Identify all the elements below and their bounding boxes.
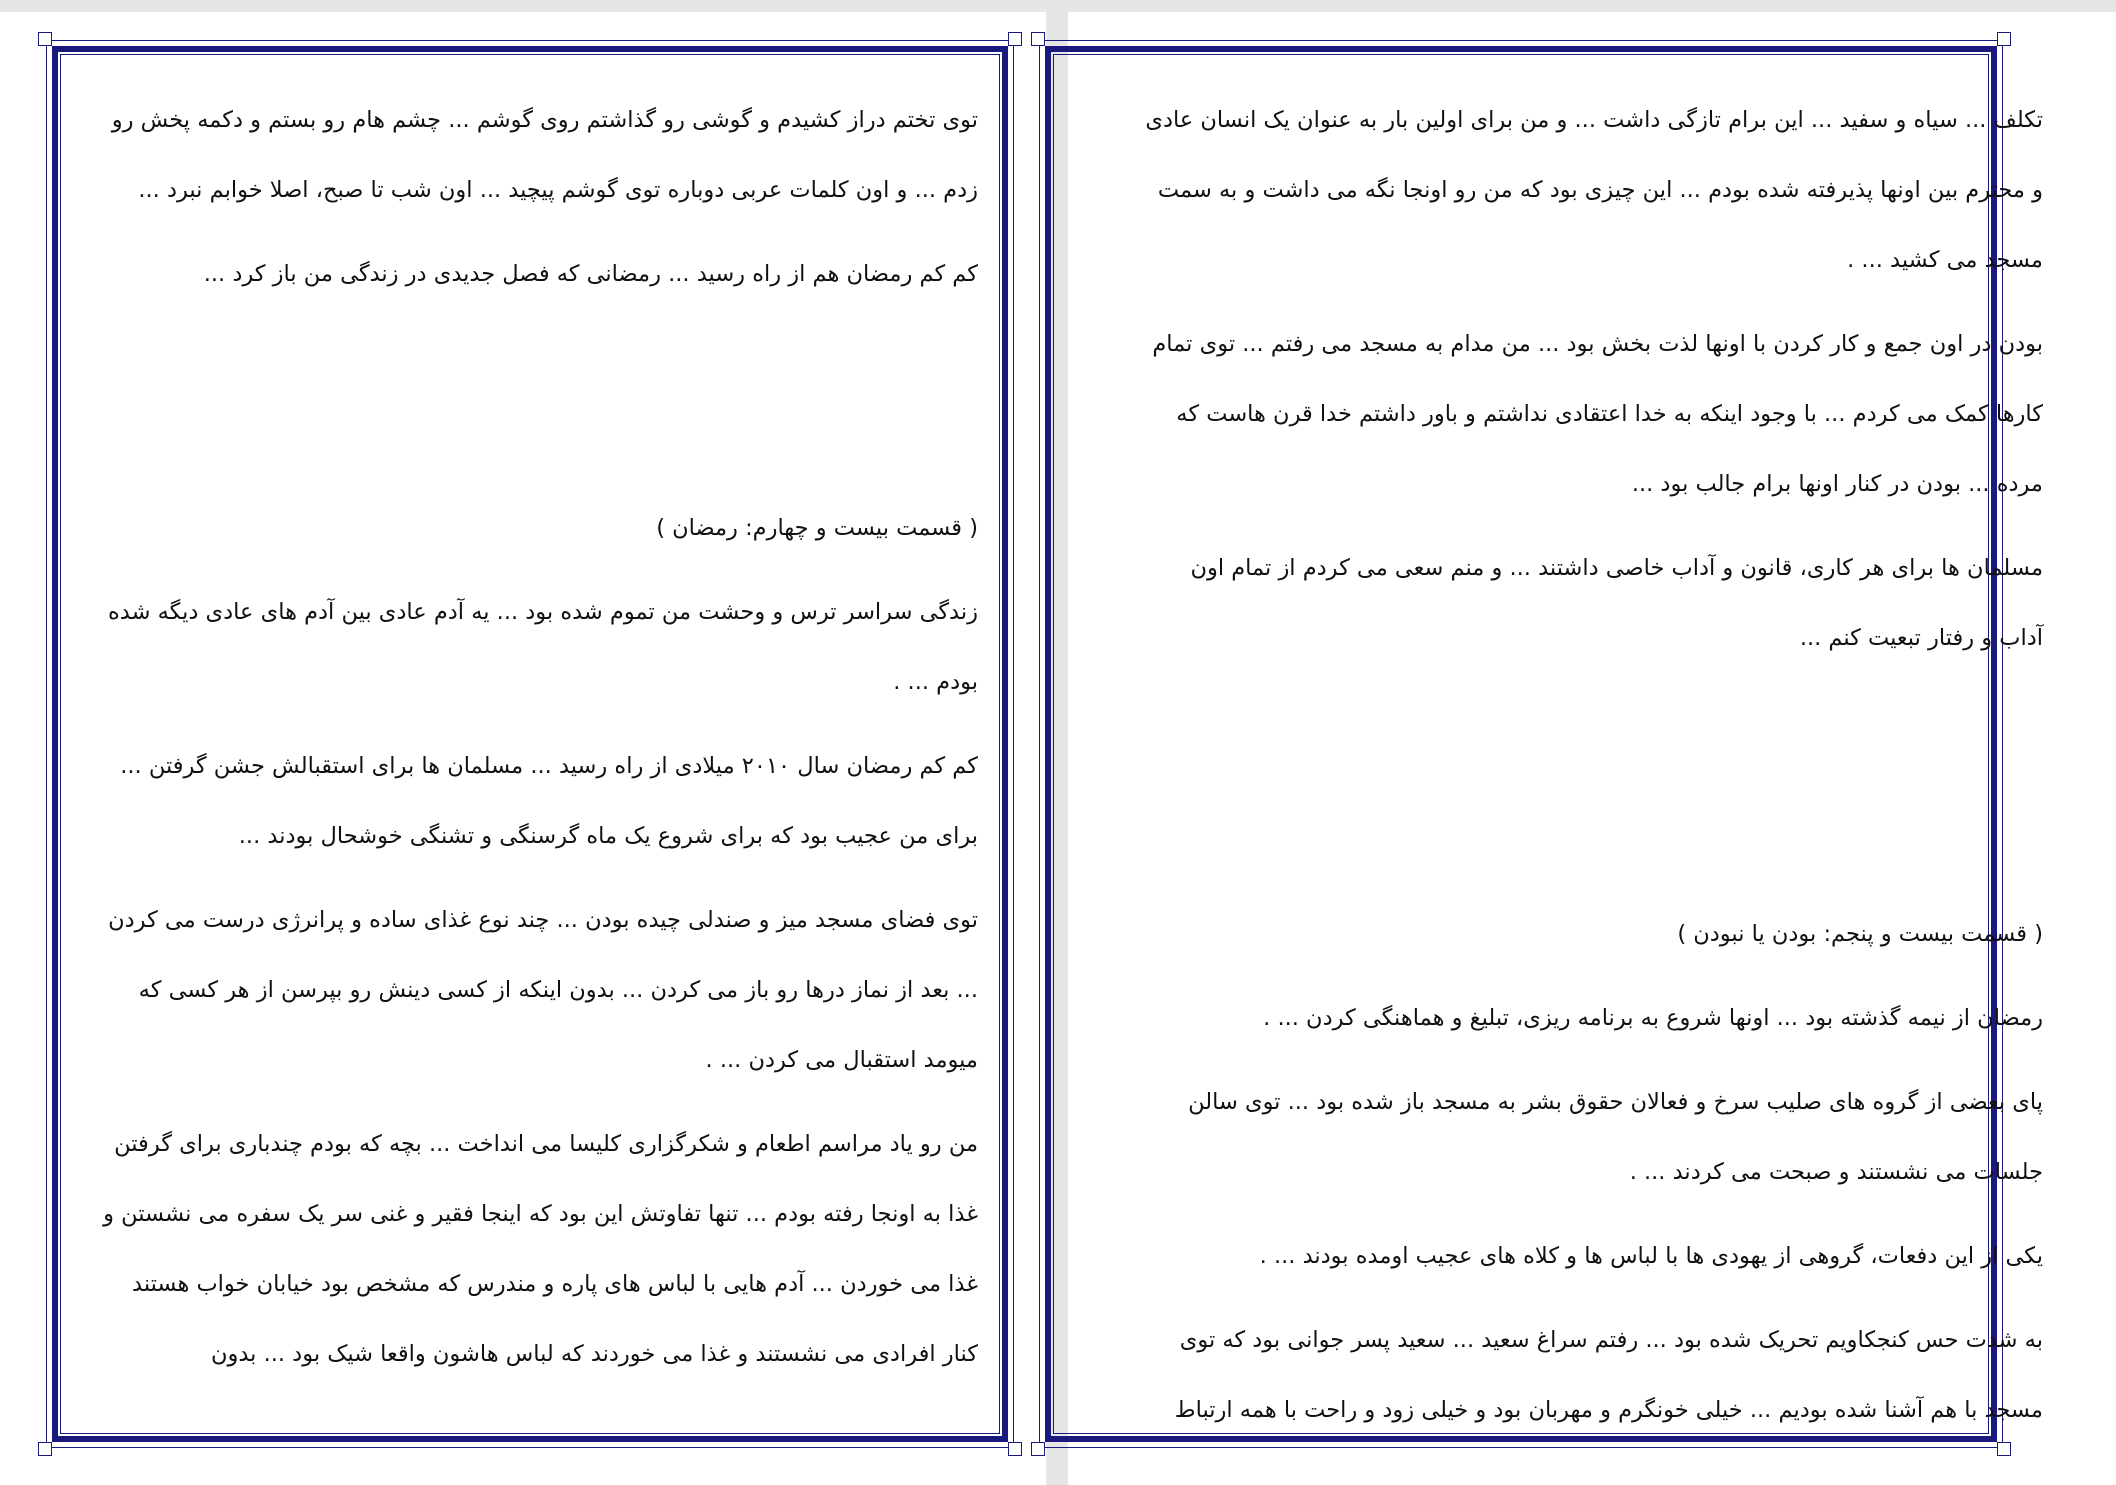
paragraph: رمضان از نیمه گذشته بود ... اونها شروع به برنامه ریزی، تبلیغ و هماهنگی کردن ... . [1263,1005,2043,1031]
paragraph: کم کم رمضان سال ۲۰۱۰ میلادی از راه رسید ... مسلمان ها برای استقبالش جشن گرفتن ... برای من عجیب بود که برای شروع یک ماه گرسنگی و تشنگی خوشحال بودند ... [120,753,978,849]
paragraph: به شدت حس کنجکاویم تحریک شده بود ... رفتم سراغ سعید ... سعید پسر جوانی بود که توی مسجد با هم آشنا شده بودیم ... خیلی خونگرم و مهربان بود و خیلی زود و راحت با همه ارتباط [1174,1327,2043,1423]
paragraph: بودن در اون جمع و کار کردن با اونها لذت بخش بود ... من مدام به مسجد می رفتم ... توی تمام کارها کمک می کردم ... با وجود اینکه به خدا اعتقادی نداشتم و باور داشتم خدا قرن هاست که مرده ... بودن در کنار اونها برام جالب بود ... [1152,331,2043,497]
paragraph: توی فضای مسجد میز و صندلی چیده بودن ... چند نوع غذای ساده و پرانرژی درست می کردن ... بعد از نماز درها رو باز می کردن ... بدون اینکه از کسی دینش رو بپرسن از هر کسی که میومد استقبال می کردن ... . [108,907,978,1073]
border-corner-ornament [1031,1442,1045,1456]
section-heading: ( قسمت بیست و چهارم: رمضان ) [656,515,978,541]
border-corner-ornament [1997,32,2011,46]
paragraph: تکلف ... سیاه و سفید ... این برام تازگی داشت ... و من برای اولین بار به عنوان یک انسان عادی و محترم بین اونها پذیرفته شده بودم ... این چیزی بود که من رو اونجا نگه می داشت و به سمت مسجد می کشید ... . [1145,107,2043,273]
section-heading: ( قسمت بیست و پنجم: بودن یا نبودن ) [1677,921,2043,947]
paragraph: توی تختم دراز کشیدم و گوشی رو گذاشتم روی گوشم ... چشم هام رو بستم و دکمه پخش رو زدم ... و اون کلمات عربی دوباره توی گوشم پیچید ... اون شب تا صبح، اصلا خوابم نبرد ... [111,107,978,203]
paragraph: پای بعضی از گروه های صلیب سرخ و فعالان حقوق بشر به مسجد باز شده بود ... توی سالن جلسات می نشستند و صبحت می کردند ... . [1188,1089,2043,1185]
border-corner-ornament [1008,32,1022,46]
paragraph: کم کم رمضان هم از راه رسید ... رمضانی که فصل جدیدی در زندگی من باز کرد ... [203,261,978,287]
border-corner-ornament [1031,32,1045,46]
paragraph: من رو یاد مراسم اطعام و شکرگزاری کلیسا می انداخت ... بچه که بودم چندباری برای گرفتن غذا به اونجا رفته بودم ... تنها تفاوتش این بود که اینجا فقیر و غنی سر یک سفره می نشستن و غذا می خوردن ... آدم هایی با لباس های پاره و مندرس که مشخص بود خیابان خواب هستند کنار افرادی می نشستند و غذا می خوردند که لباس هاشون واقعا شیک بود ... بدون [103,1131,978,1367]
page-text-right [1140,85,2043,1459]
border-corner-ornament [1008,1442,1022,1456]
border-corner-ornament [38,1442,52,1456]
paragraph: زندگی سراسر ترس و وحشت من تموم شده بود ... یه آدم عادی بین آدم های عادی دیگه شده بودم ... . [108,599,978,695]
paragraph: یکی از این دفعات، گروهی از یهودی ها با لباس ها و کلاه های عجیب اومده بودند ... . [1259,1243,2043,1269]
border-corner-ornament [38,32,52,46]
page-text-left [90,85,978,1403]
paragraph: مسلمان ها برای هر کاری، قانون و آداب خاصی داشتند ... و منم سعی می کردم از تمام اون آداب و رفتار تبعیت کنم ... [1190,555,2043,651]
